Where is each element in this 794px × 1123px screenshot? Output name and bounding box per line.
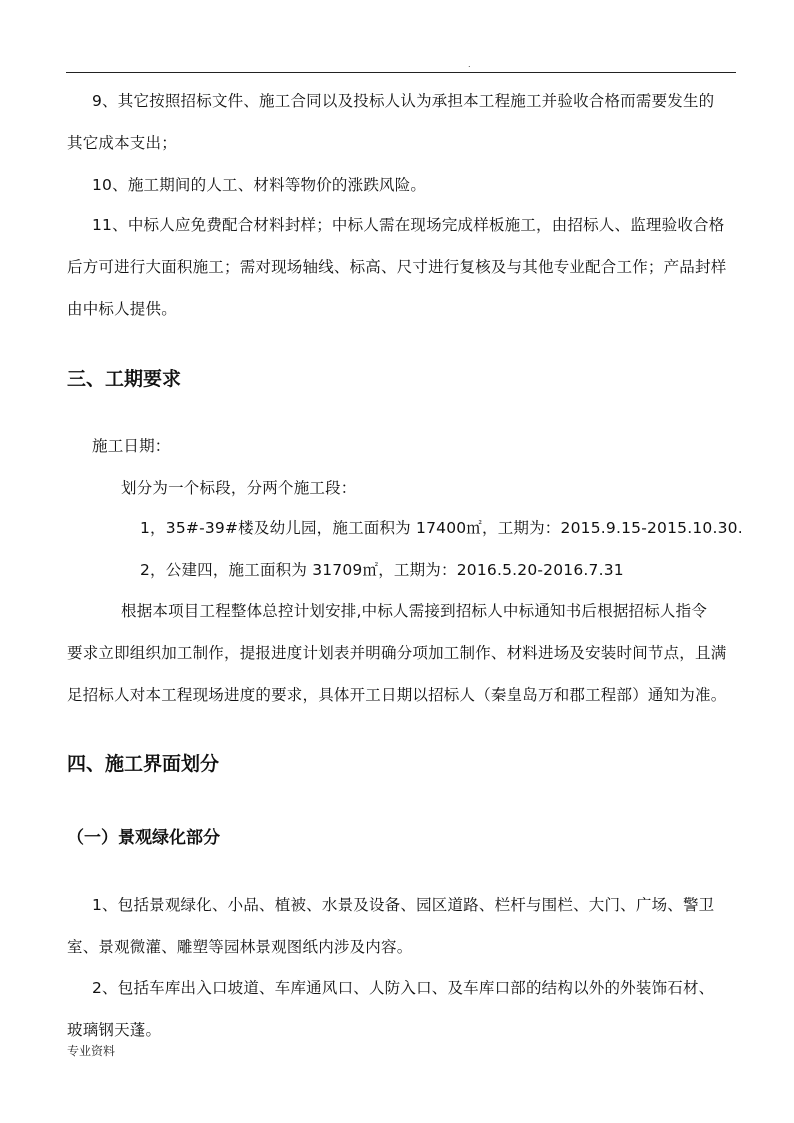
- header-rule: [66, 72, 736, 73]
- footer-label: 专业资料: [67, 1044, 116, 1058]
- item9-line1: 9、其它按照招标文件、施工合同以及投标人认为承担本工程施工并验收合格而需要发生的: [92, 92, 715, 110]
- landscape-item1-line1: 1、包括景观绿化、小品、植被、水景及设备、园区道路、栏杆与围栏、大门、广场、警卫: [92, 896, 715, 914]
- header-dot: .: [468, 60, 471, 69]
- landscape-subheading: （一）景观绿化部分: [67, 828, 220, 848]
- item11-line2: 后方可进行大面积施工；需对现场轴线、标高、尺寸进行复核及与其他专业配合工作；产品封样: [67, 258, 727, 276]
- phase1-text: 1，35#-39#楼及幼儿园，施工面积为 17400㎡，工期为：2015.9.15-2015.10.30.: [140, 519, 743, 537]
- item11-line3: 由中标人提供。: [67, 300, 177, 318]
- item10: 10、施工期间的人工、材料等物价的涨跌风险。: [92, 176, 427, 194]
- phase2-text: 2，公建四，施工面积为 31709㎡，工期为：2016.5.20-2016.7.31: [140, 561, 624, 579]
- item11-line1: 11、中标人应免费配合材料封样；中标人需在现场完成样板施工，由招标人、监理验收合格: [92, 216, 725, 234]
- section4-heading: 四、施工界面划分: [67, 753, 220, 775]
- division-text: 划分为一个标段，分两个施工段：: [121, 479, 357, 497]
- construction-date-label: 施工日期：: [92, 437, 171, 455]
- landscape-item2-line1: 2、包括车库出入口坡道、车库通风口、人防入口、及车库口部的结构以外的外装饰石材、: [92, 979, 715, 997]
- schedule-para-line1: 根据本项目工程整体总控计划安排,中标人需接到招标人中标通知书后根据招标人指令: [121, 602, 708, 620]
- landscape-item2-line2: 玻璃钢天蓬。: [67, 1021, 162, 1039]
- section3-heading: 三、工期要求: [67, 368, 182, 390]
- landscape-item1-line2: 室、景观微灌、雕塑等园林景观图纸内涉及内容。: [67, 938, 413, 956]
- schedule-para-line3: 足招标人对本工程现场进度的要求，具体开工日期以招标人（秦皇岛万和郡工程部）通知为准。: [67, 686, 727, 704]
- schedule-para-line2: 要求立即组织加工制作，提报进度计划表并明确分项加工制作、材料进场及安装时间节点，且满: [67, 644, 727, 662]
- item9-line2: 其它成本支出；: [67, 134, 177, 152]
